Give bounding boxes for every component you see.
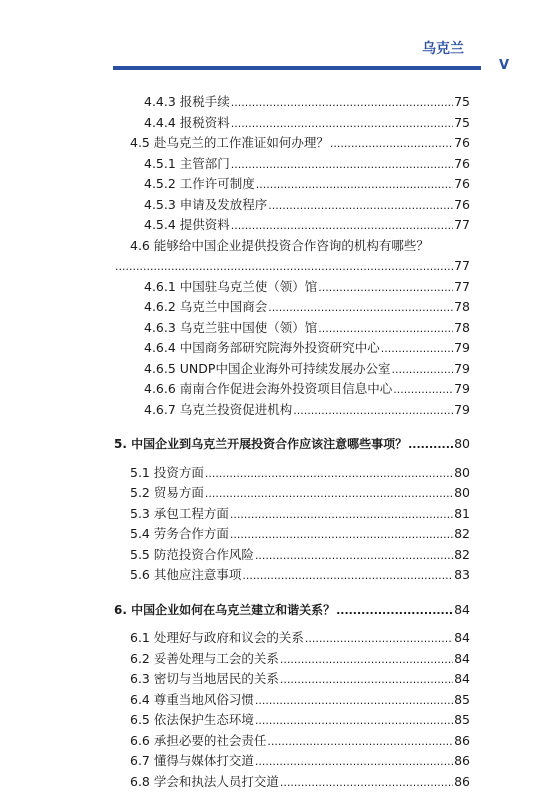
leader-dots xyxy=(267,732,453,753)
toc-entry-label: 6.5 依法保护生态环境 xyxy=(130,712,254,727)
toc-entry-label: 5.1 投资方面 xyxy=(130,464,204,480)
toc-entry-page: 77 xyxy=(454,217,470,232)
header-rule xyxy=(113,66,481,70)
toc-entry-page: 76 xyxy=(454,135,470,150)
toc-entry-page: 86 xyxy=(454,753,470,768)
toc-entry-label: 4.6.3 乌克兰驻中国使（领）馆 xyxy=(144,319,318,335)
toc-entry-page: 84 xyxy=(454,650,470,666)
page-number-roman: V xyxy=(498,58,509,73)
toc-entry[interactable] xyxy=(114,545,470,566)
toc-entry-label: 5.5 防范投资合作风险 xyxy=(130,546,254,562)
toc-entry[interactable] xyxy=(114,710,470,731)
toc-entry[interactable] xyxy=(114,565,470,586)
leader-dots xyxy=(293,401,453,422)
toc-entry-page: 79 xyxy=(454,381,470,396)
toc-entry-label: 4.5.4 提供资料 xyxy=(144,217,230,232)
toc-entry[interactable] xyxy=(114,277,470,298)
toc-entry-page: 81 xyxy=(454,505,470,521)
leader-dots xyxy=(318,278,453,299)
toc-chapter-6[interactable] xyxy=(114,600,470,621)
toc-chapter-5[interactable] xyxy=(114,434,470,455)
table-of-contents xyxy=(114,92,470,792)
toc-entry[interactable] xyxy=(114,215,470,236)
toc-entry-page: 75 xyxy=(454,94,470,109)
leader-dots xyxy=(318,319,453,340)
toc-entry[interactable] xyxy=(114,133,470,154)
leader-dots xyxy=(115,257,453,278)
leader-dots xyxy=(230,505,453,526)
toc-entry-label: 6.3 密切与当地居民的关系 xyxy=(130,671,279,686)
toc-entry-page: 84 xyxy=(454,601,470,617)
toc-entry[interactable] xyxy=(114,154,470,175)
leader-dots xyxy=(280,670,453,691)
toc-entry-label: 6.2 妥善处理与工会的关系 xyxy=(130,650,279,666)
leader-dots xyxy=(330,134,453,155)
toc-entry[interactable] xyxy=(114,338,470,359)
toc-entry[interactable] xyxy=(114,195,470,216)
toc-entry-label: 6.8 学会和执法人员打交道 xyxy=(130,773,279,789)
toc-entry-page: 75 xyxy=(454,114,470,130)
toc-entry[interactable] xyxy=(114,731,470,752)
toc-entry[interactable] xyxy=(114,628,470,649)
toc-entry[interactable] xyxy=(114,669,470,690)
toc-entry[interactable] xyxy=(114,359,470,380)
toc-entry[interactable] xyxy=(114,400,470,421)
toc-entry[interactable] xyxy=(114,113,470,134)
toc-entry-label: 4.6.7 乌克兰投资促进机构 xyxy=(144,401,293,417)
leader-dots xyxy=(336,601,453,622)
toc-entry-label: 5.3 承包工程方面 xyxy=(130,505,229,521)
leader-dots xyxy=(256,175,453,196)
toc-entry-label: 4.6.6 南南合作促进会海外投资项目信息中心 xyxy=(144,381,393,396)
toc-entry-page: 77 xyxy=(454,278,470,294)
toc-entry-label: 4.6.5 UNDP中国企业海外可持续发展办公室 xyxy=(144,360,391,376)
toc-entry-page: 84 xyxy=(454,630,470,645)
toc-entry-page: 77 xyxy=(454,258,470,273)
leader-dots xyxy=(230,525,453,546)
toc-entry-label: 4.6.2 乌克兰中国商会 xyxy=(144,299,268,314)
leader-dots xyxy=(268,196,453,217)
toc-entry-label: 4.5.2 工作许可制度 xyxy=(144,176,255,191)
toc-entry-page: 78 xyxy=(454,299,470,314)
leader-dots xyxy=(255,711,453,732)
toc-chapter-label: 6. 中国企业如何在乌克兰建立和谐关系？ xyxy=(114,602,336,617)
toc-entry-wrapped[interactable] xyxy=(114,236,470,257)
leader-dots xyxy=(231,93,453,114)
leader-dots xyxy=(242,566,453,587)
toc-entry-page: 78 xyxy=(454,319,470,335)
toc-entry-page: 80 xyxy=(454,464,470,480)
toc-entry-label: 5.4 劳务合作方面 xyxy=(130,526,229,541)
toc-entry-label: 4.6.1 中国驻乌克兰使（领）馆 xyxy=(144,278,318,294)
toc-entry-page: 82 xyxy=(454,546,470,562)
toc-entry[interactable] xyxy=(114,318,470,339)
leader-dots xyxy=(255,691,453,712)
toc-entry[interactable] xyxy=(114,463,470,484)
toc-entry[interactable] xyxy=(114,174,470,195)
toc-entry-page: 83 xyxy=(454,567,470,582)
toc-entry-label: 6.4 尊重当地风俗习惯 xyxy=(130,691,254,707)
toc-entry-page: 79 xyxy=(454,401,470,417)
toc-entry-label: 4.4.3 报税手续 xyxy=(144,94,230,109)
toc-entry-page: 86 xyxy=(454,773,470,789)
toc-entry-label: 5.6 其他应注意事项 xyxy=(130,567,242,582)
toc-entry-label: 4.5.1 主管部门 xyxy=(144,155,230,171)
leader-dots xyxy=(408,435,453,456)
toc-entry-label: 4.6 能够给中国企业提供投资合作咨询的机构有哪些？ xyxy=(130,237,429,253)
toc-entry-page: 76 xyxy=(454,196,470,212)
toc-entry-page: 85 xyxy=(454,691,470,707)
leader-dots xyxy=(393,380,453,401)
toc-entry[interactable] xyxy=(114,379,470,400)
leader-dots xyxy=(231,216,453,237)
toc-entry-label: 4.6.4 中国商务部研究院海外投资研究中心 xyxy=(144,340,380,355)
toc-entry-label: 4.4.4 报税资料 xyxy=(144,114,230,130)
toc-entry[interactable] xyxy=(114,297,470,318)
toc-entry[interactable] xyxy=(114,649,470,670)
toc-entry-page: 79 xyxy=(454,360,470,376)
leader-dots xyxy=(305,629,453,650)
toc-entry-label: 6.1 处理好与政府和议会的关系 xyxy=(130,630,304,645)
leader-dots xyxy=(268,298,453,319)
leader-dots xyxy=(391,360,453,381)
toc-entry[interactable] xyxy=(114,690,470,711)
toc-entry[interactable] xyxy=(114,483,470,504)
toc-entry[interactable] xyxy=(114,751,470,772)
leader-dots xyxy=(381,339,453,360)
toc-entry-label: 6.6 承担必要的社会责任 xyxy=(130,732,267,748)
toc-entry-label: 5.2 贸易方面 xyxy=(130,485,204,500)
toc-entry-label: 6.7 懂得与媒体打交道 xyxy=(130,753,254,768)
running-header-title: 乌克兰 xyxy=(422,41,464,57)
toc-entry-label: 4.5.3 申请及发放程序 xyxy=(144,196,268,212)
toc-entry-page: 86 xyxy=(454,732,470,748)
toc-chapter-label: 5. 中国企业到乌克兰开展投资合作应该注意哪些事项？ xyxy=(114,437,408,451)
toc-entry-page: 79 xyxy=(454,340,470,355)
leader-dots xyxy=(205,464,453,485)
toc-entry[interactable] xyxy=(114,772,470,793)
toc-entry-page: 84 xyxy=(454,671,470,686)
leader-dots xyxy=(231,155,453,176)
leader-dots xyxy=(280,773,453,793)
toc-entry-page: 80 xyxy=(454,485,470,500)
toc-entry-page: 82 xyxy=(454,526,470,541)
leader-dots xyxy=(255,546,453,567)
toc-entry[interactable] xyxy=(114,524,470,545)
toc-entry-label: 4.5 赴乌克兰的工作准证如何办理？ xyxy=(130,135,329,150)
leader-dots xyxy=(205,484,453,505)
leader-dots xyxy=(255,752,453,773)
toc-entry-page: 76 xyxy=(454,155,470,171)
toc-entry-page: 76 xyxy=(454,176,470,191)
toc-entry-page: 80 xyxy=(454,436,470,451)
toc-entry[interactable] xyxy=(114,504,470,525)
toc-entry-continuation[interactable] xyxy=(114,256,470,277)
leader-dots xyxy=(231,114,453,135)
leader-dots xyxy=(280,650,453,671)
toc-entry[interactable] xyxy=(114,92,470,113)
toc-entry-page: 85 xyxy=(454,712,470,727)
